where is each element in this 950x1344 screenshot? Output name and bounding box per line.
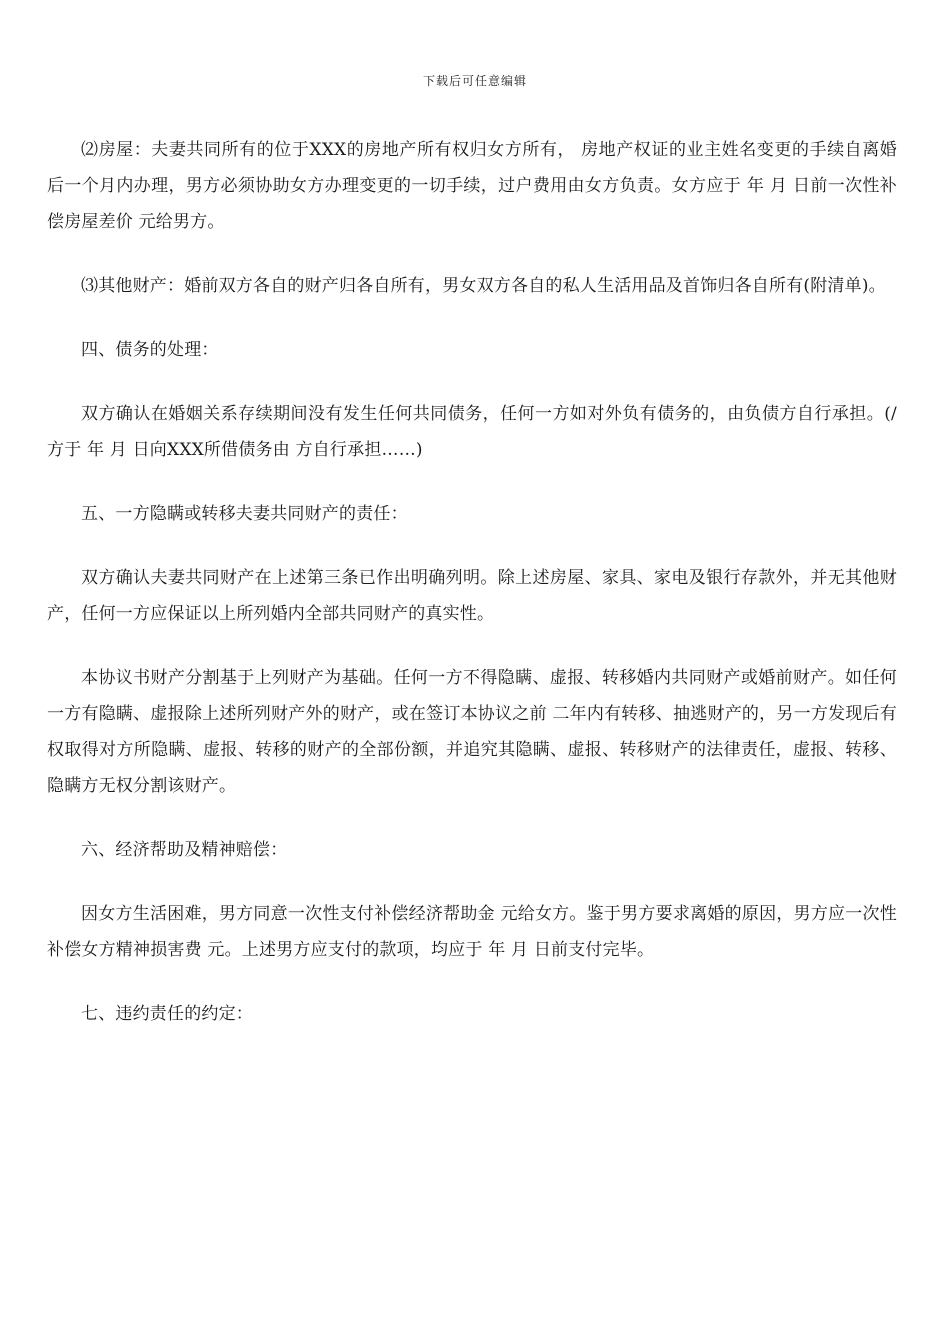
paragraph-house: ⑵房屋：夫妻共同所有的位于XXX的房地产所有权归女方所有， 房地产权证的业主姓名变更的手续自离婚后一个月内办理，男方必须协助女方办理变更的一切手续，过户费用由女方负责。女方应于 年 月 日前一次性补偿房屋差价 元给男方。 bbox=[47, 140, 897, 232]
paragraph-debts: 双方确认在婚姻关系存续期间没有发生任何共同债务，任何一方如对外负有债务的，由负债方自行承担。(/ 方于 年 月 日向XXX所借债务由 方自行承担……) bbox=[47, 404, 897, 460]
section-heading-compensation: 六、经济帮助及精神赔偿： bbox=[81, 840, 288, 860]
paragraph-other-property: ⑶其他财产：婚前双方各自的财产归各自所有，男女双方各自的私人生活用品及首饰归各自所有(附清单)。 bbox=[81, 276, 886, 296]
section-heading-concealment: 五、一方隐瞒或转移夫妻共同财产的责任： bbox=[81, 504, 408, 524]
section-heading-debts: 四、债务的处理： bbox=[81, 340, 219, 360]
paragraph-compensation: 因女方生活困难，男方同意一次性支付补偿经济帮助金 元给女方。鉴于男方要求离婚的原因，男方应一次性补偿女方精神损害费 元。上述男方应支付的款项，均应于 年 月 日前支付完毕。 bbox=[47, 904, 897, 960]
paragraph-joint-property-confirm: 双方确认夫妻共同财产在上述第三条已作出明确列明。除上述房屋、家具、家电及银行存款外，并无其他财产，任何一方应保证以上所列婚内全部共同财产的真实性。 bbox=[47, 568, 897, 624]
document-body bbox=[47, 132, 897, 1060]
header-note: 下载后可任意编辑 bbox=[422, 74, 527, 88]
section-heading-breach: 七、违约责任的约定： bbox=[81, 1004, 253, 1024]
paragraph-property-division-basis: 本协议书财产分割基于上列财产为基础。任何一方不得隐瞒、虚报、转移婚内共同财产或婚前财产。如任何一方有隐瞒、虚报除上述所列财产外的财产，或在签订本协议之前 二年内有转移、抽逃财产的，另一方发现后有权取得对方所隐瞒、虚报、转移的财产的全部份额，并追究其隐瞒、虚报、转移财产的法律责任，虚报、转移、隐瞒方无权分割该财产。 bbox=[47, 668, 897, 796]
